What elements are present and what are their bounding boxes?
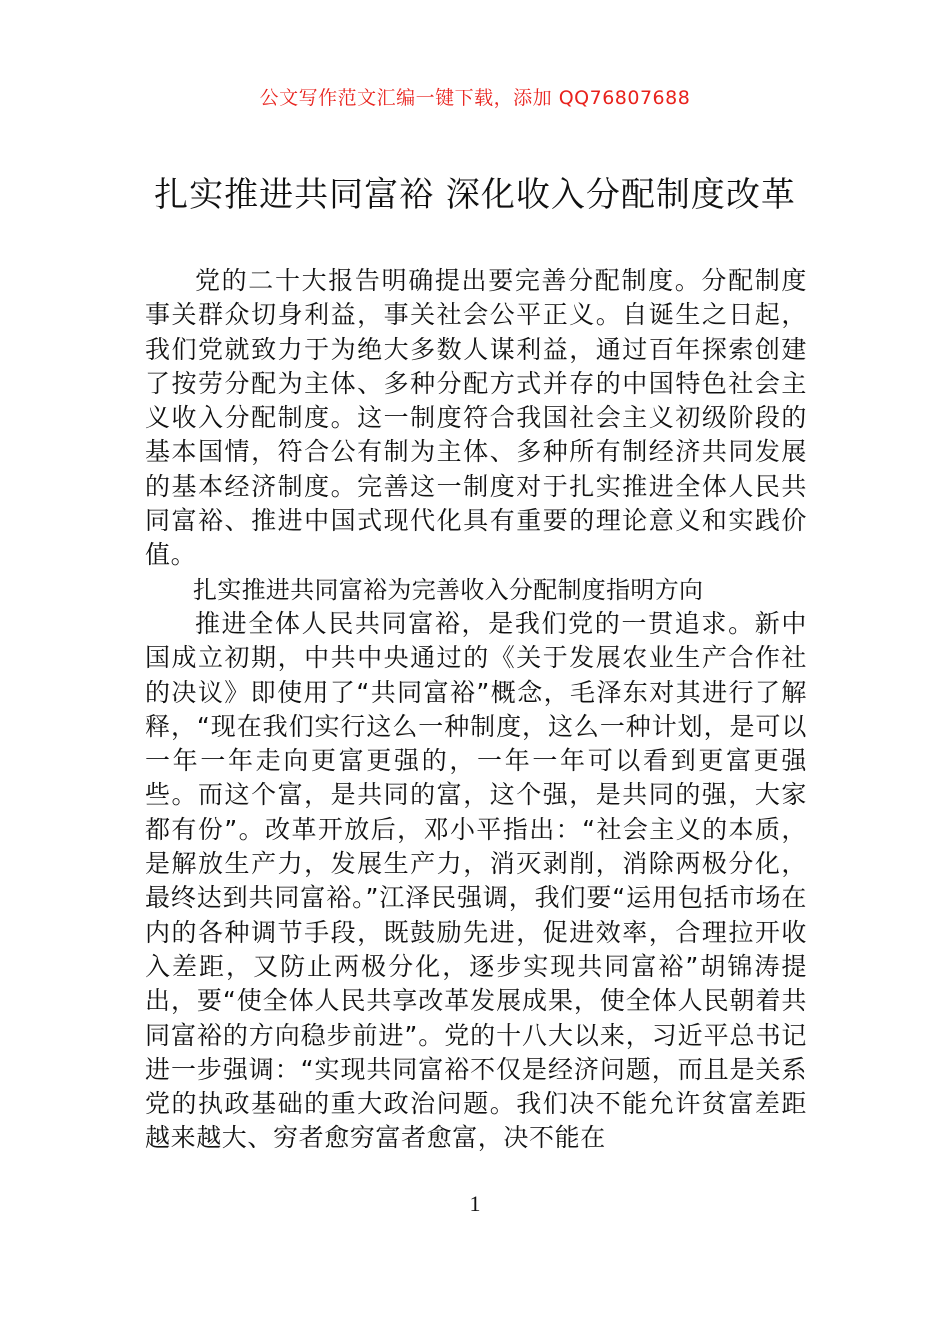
page-number: 1 xyxy=(469,1191,481,1216)
intro-paragraph: 党的二十大报告明确提出要完善分配制度。分配制度事关群众切身利益，事关社会公平正义。自诞生之日起，我们党就致力于为绝大多数人谋利益，通过百年探索创建了按劳分配为主体、多种分配方式并存的中国特色社会主义收入分配制度。这一制度符合我国社会主义初级阶段的基本国情，符合公有制为主体、多种所有制经济共同发展的基本经济制度。完善这一制度对于扎实推进全体人民共同富裕、推进中国式现代化具有重要的理论意义和实践价值。 xyxy=(145,266,807,570)
document-title: 扎实推进共同富裕 深化收入分配制度改革 xyxy=(154,175,796,215)
document-body xyxy=(145,264,807,1156)
download-promo-note: 公文写作范文汇编一键下载，添加 QQ76807688 xyxy=(259,87,691,109)
body-paragraph: 推进全体人民共同富裕，是我们党的一贯追求。新中国成立初期，中共中央通过的《关于发展农业生产合作社的决议》即使用了“共同富裕”概念，毛泽东对其进行了解释，“现在我们实行这么一种制度，这么一种计划，是可以一年一年走向更富更强的，一年一年可以看到更富更强些。而这个富，是共同的富，这个强，是共同的强，大家都有份”。改革开放后，邓小平指出：“社会主义的本质，是解放生产力，发展生产力，消灭剥削，消除两极分化，最终达到共同富裕。”江泽民强调，我们要“运用包括市场在内的各种调节手段，既鼓励先进，促进效率，合理拉开收入差距，又防止两极分化，逐步实现共同富裕”胡锦涛提出，要“使全体人民共享改革发展成果，使全体人民朝着共同富裕的方向稳步前进”。党的十八大以来，习近平总书记进一步强调：“实现共同富裕不仅是经济问题，而且是关系党的执政基础的重大政治问题。我们决不能允许贫富差距越来越大、穷者愈穷富者愈富，决不能在 xyxy=(145,608,807,1153)
section-heading: 扎实推进共同富裕为完善收入分配制度指明方向 xyxy=(193,575,704,604)
